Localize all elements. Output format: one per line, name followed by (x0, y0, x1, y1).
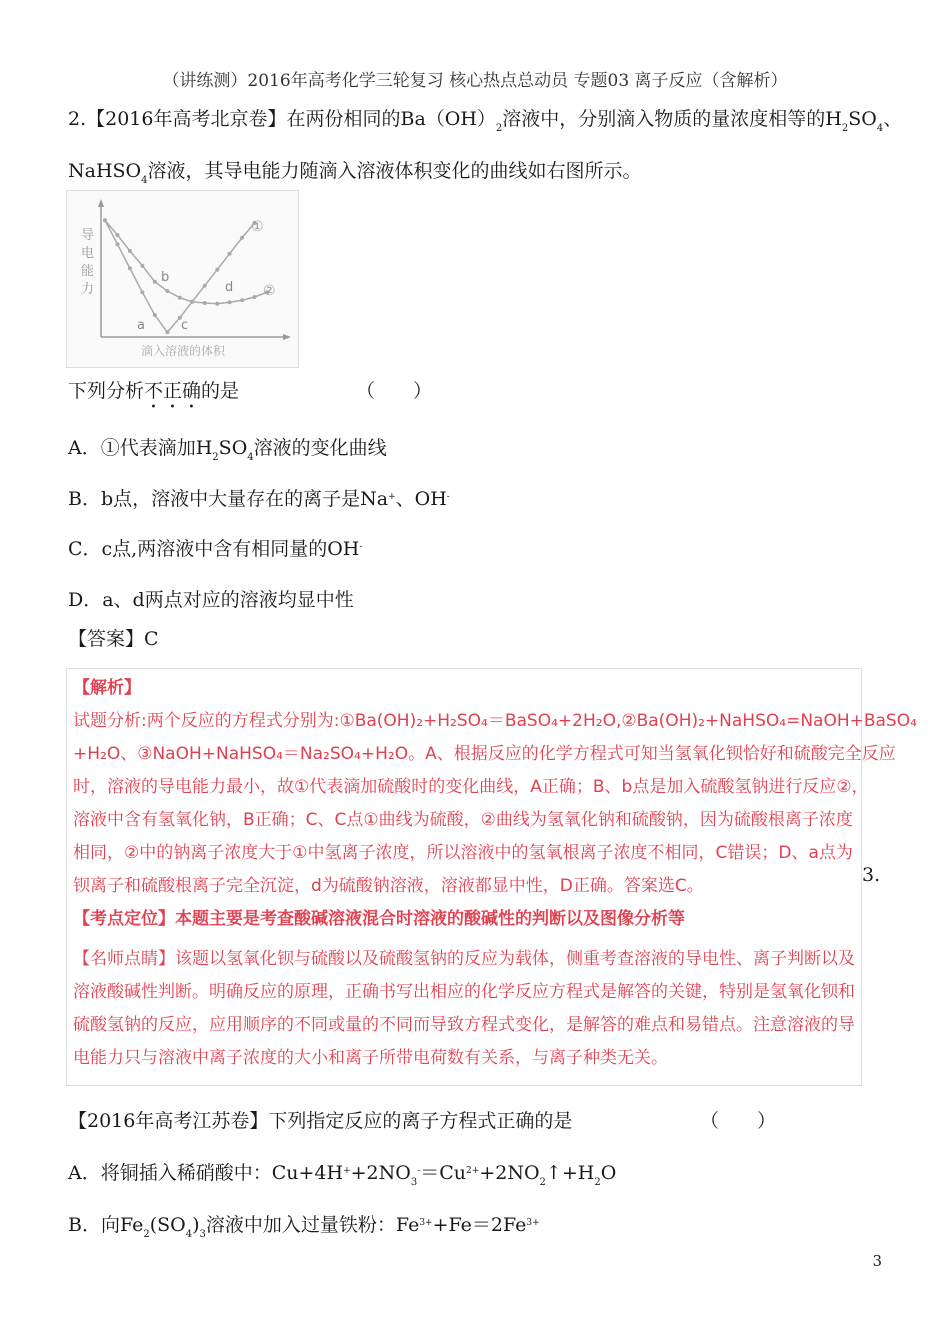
question-3-number: 3. (862, 864, 881, 886)
analysis-mingshi: 电能力只与溶液中离子浓度的大小和离子所带电荷数有关系，与离子种类无关。 (73, 1048, 668, 1068)
series-2-point (228, 300, 232, 304)
series-1-point (128, 266, 132, 270)
series-1-point (140, 290, 144, 294)
x-axis-label: 滴入溶液的体积 (141, 344, 226, 358)
superscript: + (388, 492, 396, 502)
option-text: A．①代表滴加H (68, 437, 213, 459)
subscript: 3 (199, 1229, 206, 1240)
formula-text: +2NO (350, 1162, 411, 1184)
subscript: 3 (410, 1177, 418, 1188)
q3-stem: 【2016年高考江苏卷】下列指定反应的离子方程式正确的是 (68, 1110, 573, 1132)
series-2-point (140, 264, 144, 268)
series-2-point (190, 300, 194, 304)
series-1-line (105, 220, 255, 332)
point-a-label: a (137, 318, 145, 333)
superscript: 3+ (419, 1218, 433, 1228)
formula-text: +2NO (479, 1162, 540, 1184)
q2-answer: 【答案】C (68, 628, 159, 650)
analysis-mingshi: 硫酸氢钠的反应，应用顺序的不同或量的不同而导致方程式变化，是解答的难点和易错点。注意溶液的导 (73, 1015, 855, 1035)
formula-text: 溶液中加入过量铁粉：Fe (205, 1214, 420, 1236)
formula-text: SO (218, 437, 248, 459)
q2-line2-text: 溶液，其导电能力随滴入溶液体积变化的曲线如右图所示。 (147, 160, 642, 182)
option-text: B．向Fe (68, 1214, 144, 1236)
y-label-char: 能 (81, 264, 95, 279)
q2-line1-text-mid: 溶液中，分别滴入物质的量浓度相等的H (502, 108, 842, 130)
formula-text: NaHSO (68, 160, 142, 182)
page-number: 3 (872, 1252, 882, 1270)
superscript: 3+ (526, 1218, 540, 1228)
y-axis-label (81, 228, 94, 297)
analysis-box (66, 668, 917, 1086)
analysis-title: 【解析】 (73, 678, 141, 698)
series-1-point (165, 330, 169, 334)
formula-text: (SO (149, 1214, 186, 1236)
series-1-point (203, 284, 207, 288)
q2-option-d: D．a、d两点对应的溶液均显中性 (68, 589, 354, 611)
superscript: 2+ (466, 1166, 480, 1176)
conductivity-chart (66, 190, 299, 368)
y-label-char: 力 (81, 282, 95, 297)
x-axis-arrow (283, 334, 291, 340)
analysis-mingshi: 溶液酸碱性判断。明确反应的原理，正确书写出相应的化学反应方程式是解答的关键，特别是氢氧化钡和 (73, 982, 855, 1002)
analysis-line: 试题分析:两个反应的方程式分别为:①Ba(OH)₂+H₂SO₄＝BaSO₄+2H₂O,②Ba(OH)₂+NaHSO₄=NaOH+BaSO₄ (73, 711, 917, 731)
formula-text: ↑+H (545, 1162, 595, 1184)
subscript: 4 (141, 175, 148, 186)
point-b-label: b (161, 270, 170, 285)
subscript: 4 (876, 123, 884, 134)
superscript: - (359, 542, 363, 552)
series-2-point (165, 289, 169, 293)
superscript: - (446, 492, 450, 502)
superscript: + (343, 1166, 351, 1176)
series-2-line (105, 220, 267, 303)
series-layer (103, 218, 269, 334)
series-2-point (253, 295, 257, 299)
y-label-char: 电 (81, 246, 95, 261)
q2-stem (68, 376, 239, 413)
point-c-label: c (181, 318, 189, 333)
formula-text: ＝Cu (420, 1162, 467, 1184)
q2-option-b (68, 484, 450, 511)
series-2-point (116, 233, 120, 237)
series-2-point (240, 298, 244, 302)
option-text: A．将铜插入稀硝酸中：Cu+4H (68, 1162, 344, 1184)
q2-option-a (68, 433, 387, 463)
series-1-point (153, 313, 157, 317)
q2-line1-text: 2.【2016年高考北京卷】在两份相同的Ba（OH） (68, 108, 496, 130)
curve-2-label: ② (263, 283, 276, 299)
subscript: 2 (594, 1177, 601, 1188)
subscript: 4 (185, 1229, 193, 1240)
subscript: 2 (539, 1177, 546, 1188)
page-header: （讲练测）2016年高考化学三轮复习 核心热点总动员 专题03 离子反应（含解析） (162, 71, 788, 91)
subscript: 2 (143, 1229, 150, 1240)
q2-line1 (68, 104, 902, 134)
q2-answer-paren: （ ） (356, 380, 433, 402)
q3-option-b (68, 1210, 540, 1240)
analysis-line: 相同，②中的钠离子浓度大于①中氢离子浓度，所以溶液中的氢氧根离子浓度不相同，C错误；D、a点为 (73, 843, 853, 863)
punctuation: 、 (883, 108, 903, 130)
analysis-line: 时，溶液的导电能力最小，故①代表滴加硫酸时的变化曲线，A正确；B、b点是加入硫酸氢钠进行反应②， (73, 777, 869, 797)
series-1-point (116, 242, 120, 246)
series-2-point (215, 302, 219, 306)
y-label-char: 导 (81, 228, 95, 243)
q2-line2 (68, 156, 642, 186)
formula-text: +Fe＝2Fe (432, 1214, 527, 1236)
formula-text: SO (848, 108, 877, 130)
analysis-line: +H₂O、③NaOH+NaHSO₄＝Na₂SO₄+H₂O。A、根据反应的化学方程式可知当氢氧化钡恰好和硫酸完全反应 (73, 744, 896, 764)
analysis-kaodian: 【考点定位】本题主要是考查酸碱溶液混合时溶液的酸碱性的判断以及图像分析等 (73, 909, 685, 929)
curve-1-label: ① (251, 219, 264, 235)
analysis-line: 溶液中含有氢氧化钠，B正确；C、C点①曲线为硫酸，②曲线为氢氧化钠和硫酸钠，因为硫酸根离子浓度 (73, 810, 853, 830)
stem-text-end: 的是 (201, 380, 240, 402)
q2-option-c (68, 534, 362, 561)
analysis-mingshi: 【名师点睛】该题以氢氧化钡与硫酸以及硫酸氢钠的反应为载体，侧重考查溶液的导电性、离子判断以及 (73, 949, 855, 969)
q3-answer-paren: （ ） (700, 1110, 777, 1132)
q3-option-a (68, 1158, 616, 1188)
series-1-point (228, 252, 232, 256)
stem-emphasis: 不正确 (144, 380, 202, 402)
y-axis-arrow (98, 199, 104, 207)
superscript: - (417, 1166, 421, 1176)
series-1-point (215, 268, 219, 272)
subscript: 2 (841, 123, 849, 134)
series-2-point (128, 249, 132, 253)
option-text-end: 、OH (395, 488, 447, 510)
option-text: C．c点,两溶液中含有相同量的OH (68, 538, 360, 560)
subscript: 2 (212, 452, 219, 463)
stem-text: 下列分析 (68, 380, 145, 402)
formula-text: O (600, 1162, 617, 1184)
formula-text: ) (192, 1214, 200, 1236)
option-text-end: 溶液的变化曲线 (253, 437, 387, 459)
point-d-label: d (225, 280, 234, 295)
subscript: 4 (247, 452, 254, 463)
option-text: B．b点，溶液中大量存在的离子是Na (68, 488, 389, 510)
series-2-point (203, 301, 207, 305)
analysis-line: 钡离子和硫酸根离子完全沉淀，d为硫酸钠溶液，溶液都显中性，D正确。答案选C。 (73, 876, 704, 896)
chart-svg (67, 191, 298, 367)
subscript: 2 (495, 123, 503, 134)
series-1-point (240, 236, 244, 240)
series-2-point (103, 218, 107, 222)
series-2-point (153, 280, 157, 284)
series-2-point (178, 296, 182, 300)
